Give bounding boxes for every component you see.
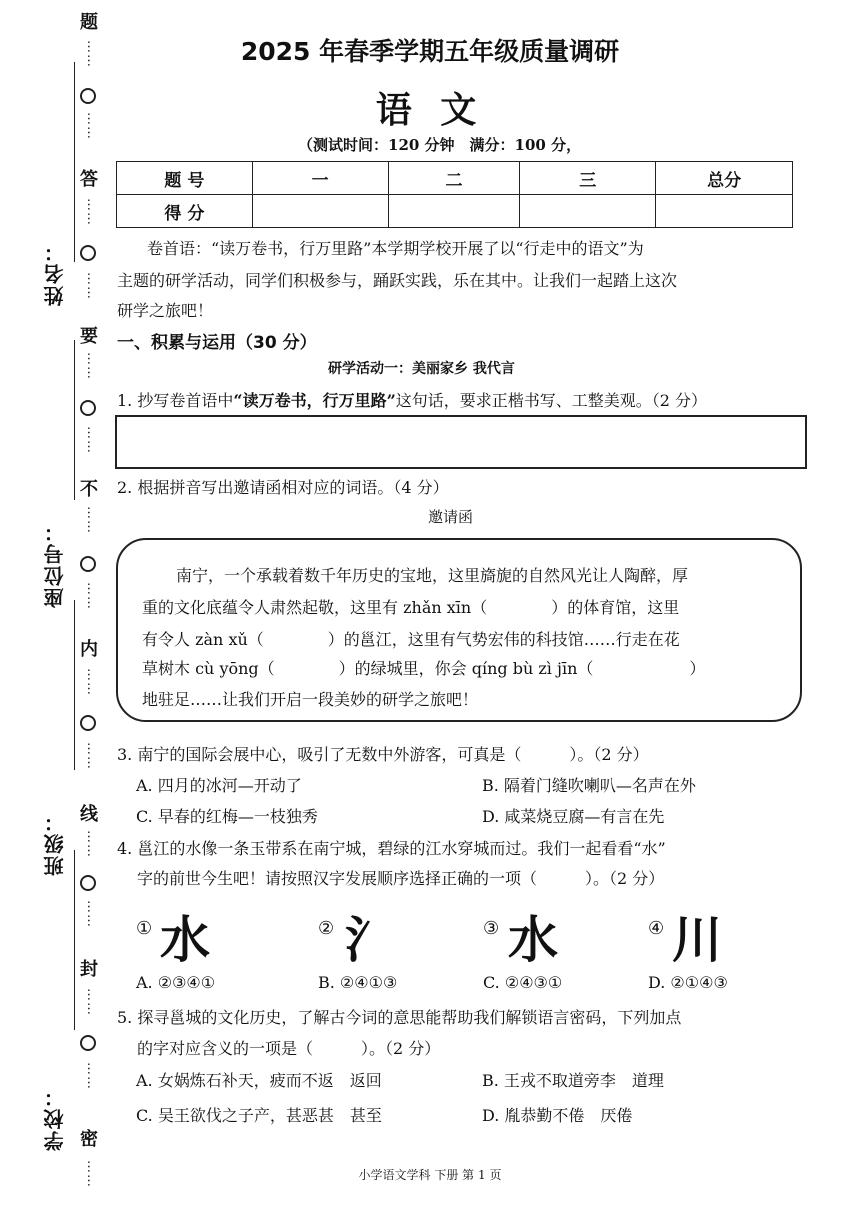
school-field-label: 学校： xyxy=(43,1085,67,1151)
score-input-cell[interactable] xyxy=(252,195,388,228)
question-4-line2: 字的前世今生吧！请按照汉字发展顺序选择正确的一项（ ）。（2 分） xyxy=(137,869,665,888)
invitation-title: 邀请函 xyxy=(428,508,474,526)
question-5-line1: 5. 探寻邕城的文化历史，了解古今词的意思能帮助我们解锁语言密码，下列加点 xyxy=(117,1008,682,1027)
question-2: 2. 根据拼音写出邀请函相对应的词语。（4 分） xyxy=(117,478,449,497)
binding-char: 内 xyxy=(80,639,98,660)
invitation-line: 南宁，一个承载着数千年历史的宝地，这里旖旎的自然风光让人陶醉，厚 xyxy=(176,566,689,585)
shui-glyph-4: 川 xyxy=(672,910,722,969)
dots: …… xyxy=(84,112,99,140)
q4-option-c[interactable]: C. ②④③① xyxy=(483,973,563,992)
dots: …… xyxy=(84,198,99,226)
shui-glyph-2: 氵 xyxy=(345,910,395,969)
score-input-cell[interactable] xyxy=(388,195,520,228)
page-footer: 小学语文学科 下册 第 1 页 xyxy=(358,1168,502,1182)
invitation-line: 有令人 zàn xǔ（ ）的邕江，这里有气势宏伟的科技馆……行走在花 xyxy=(142,630,680,649)
glyph-number: ② xyxy=(318,918,335,939)
invitation-line: 草树木 cù yōng（ ）的绿城里，你会 qíng bù zì jīn（ ） xyxy=(142,659,706,678)
binding-line xyxy=(74,600,75,770)
score-value-row xyxy=(117,195,793,228)
dots: …… xyxy=(84,506,99,534)
q5-option-b[interactable]: B. 王戎不取道旁李 道理 xyxy=(482,1071,664,1090)
dots: …… xyxy=(84,1062,99,1090)
q3-option-d[interactable]: D. 咸菜烧豆腐—有言在先 xyxy=(482,807,665,826)
dots: …… xyxy=(84,988,99,1016)
q5-option-a[interactable]: A. 女娲炼石补天，疲而不返 返回 xyxy=(136,1071,382,1090)
score-header-row xyxy=(117,162,793,195)
q4-option-b[interactable]: B. ②④①③ xyxy=(318,973,398,992)
question-3: 3. 南宁的国际会展中心，吸引了无数中外游客，可真是（ ）。（2 分） xyxy=(117,745,649,764)
score-input-cell[interactable] xyxy=(656,195,793,228)
shui-glyph-3: 水 xyxy=(508,910,558,969)
subject-title: 语 文 xyxy=(375,90,485,131)
binding-char: 线 xyxy=(80,804,98,825)
binding-circle xyxy=(80,400,96,416)
q1-quote: “读万卷书，行万里路” xyxy=(233,391,396,410)
score-input-cell[interactable] xyxy=(520,195,656,228)
binding-circle xyxy=(80,715,96,731)
question-4-line1: 4. 邕江的水像一条玉带系在南宁城，碧绿的江水穿城而过。我们一起看看“水” xyxy=(117,839,666,858)
binding-char: 密 xyxy=(80,1129,98,1150)
class-field-label: 班级： xyxy=(43,810,67,876)
exam-info: （测试时间：120 分钟 满分：100 分， xyxy=(298,136,582,154)
exam-title: 2025 年春季学期五年级质量调研 xyxy=(240,37,620,66)
dots: …… xyxy=(84,272,99,300)
intro-line: 主题的研学活动，同学们积极参与，踊跃实践，乐在其中。让我们一起踏上这次 xyxy=(117,271,678,290)
binding-char: 答 xyxy=(80,169,98,190)
shui-glyph-1: 水 xyxy=(160,910,210,969)
binding-char: 封 xyxy=(80,959,98,980)
binding-circle xyxy=(80,556,96,572)
score-table xyxy=(116,161,793,228)
dots: …… xyxy=(84,668,99,696)
dots: …… xyxy=(84,426,99,454)
binding-line xyxy=(74,850,75,1030)
score-cell-header: 一 xyxy=(252,162,388,195)
score-cell-label: 得 分 xyxy=(117,195,253,228)
dots: …… xyxy=(84,742,99,770)
q3-option-c[interactable]: C. 早春的红梅—一枝独秀 xyxy=(136,807,318,826)
section-heading: 一、积累与运用（30 分） xyxy=(117,333,317,353)
seat-field-label: 座位号： xyxy=(43,520,67,608)
invitation-line: 地驻足……让我们开启一段美妙的研学之旅吧！ xyxy=(142,690,479,709)
dots: …… xyxy=(84,830,99,858)
binding-char: 不 xyxy=(80,479,98,500)
question-5-line2: 的字对应含义的一项是（ ）。（2 分） xyxy=(137,1039,441,1058)
intro-line: 研学之旅吧！ xyxy=(117,301,214,320)
binding-line xyxy=(74,340,75,500)
dots: …… xyxy=(84,40,99,68)
q1-answer-box[interactable] xyxy=(115,415,807,469)
activity-title: 研学活动一：美丽家乡 我代言 xyxy=(328,361,515,377)
q3-option-a[interactable]: A. 四月的冰河—开动了 xyxy=(136,776,302,795)
dots: …… xyxy=(84,1160,99,1188)
q4-option-d[interactable]: D. ②①④③ xyxy=(648,973,728,992)
binding-circle xyxy=(80,1035,96,1051)
glyph-number: ① xyxy=(136,918,153,939)
q5-option-c[interactable]: C. 吴王欲伐之子产，甚恶甚 甚至 xyxy=(136,1106,382,1125)
dots: …… xyxy=(84,900,99,928)
q5-option-d[interactable]: D. 胤恭勤不倦 厌倦 xyxy=(482,1106,633,1125)
question-1 xyxy=(117,388,707,411)
intro-line: 卷首语：“读万卷书，行万里路”本学期学校开展了以“行走中的语文”为 xyxy=(147,239,644,258)
binding-circle xyxy=(80,875,96,891)
glyph-number: ③ xyxy=(483,918,500,939)
binding-char: 要 xyxy=(80,326,98,347)
binding-char: 题 xyxy=(80,12,98,33)
score-cell-label: 题 号 xyxy=(117,162,253,195)
invitation-line: 重的文化底蕴令人肃然起敬，这里有 zhǎn xīn（ ）的体育馆，这里 xyxy=(142,598,680,617)
binding-circle xyxy=(80,245,96,261)
glyph-number: ④ xyxy=(648,918,665,939)
score-cell-header: 二 xyxy=(388,162,520,195)
score-cell-header: 总分 xyxy=(656,162,793,195)
score-cell-header: 三 xyxy=(520,162,656,195)
q3-option-b[interactable]: B. 隔着门缝吹喇叭—名声在外 xyxy=(482,776,696,795)
name-field-label: 姓名： xyxy=(43,240,67,306)
q4-option-a[interactable]: A. ②③④① xyxy=(136,973,216,992)
dots: …… xyxy=(84,582,99,610)
dots: …… xyxy=(84,352,99,380)
q1-text: 这句话，要求正楷书写、工整美观。（2 分） xyxy=(395,391,708,410)
q1-text: 1. 抄写卷首语中 xyxy=(117,391,234,410)
